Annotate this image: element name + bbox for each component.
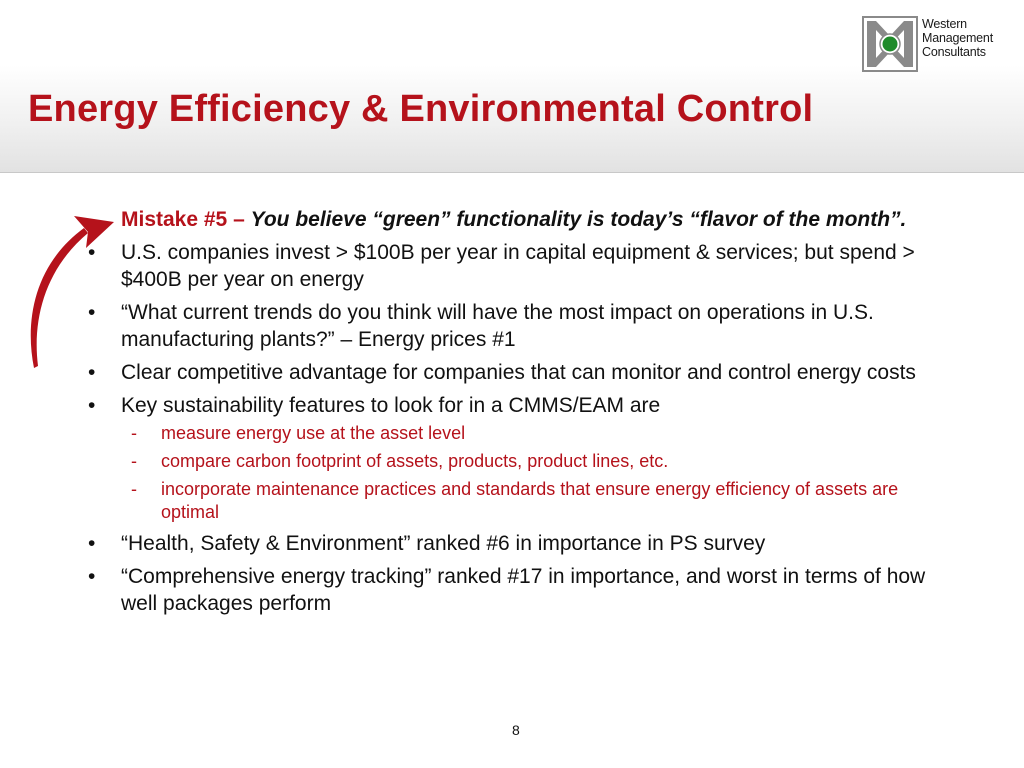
mistake-label: Mistake #5 [121, 208, 228, 231]
bullet-item [88, 392, 948, 524]
logo-line: Consultants [922, 45, 986, 59]
sub-bullet-item [121, 450, 948, 473]
bullet-text: Clear competitive advantage for companies that can monitor and control energy costs [121, 361, 916, 384]
lead-statement [121, 206, 948, 233]
sub-bullet-text: compare carbon footprint of assets, products, product lines, etc. [161, 451, 669, 471]
sub-bullet-marker: - [131, 451, 137, 471]
sub-bullet-text: measure energy use at the asset level [161, 423, 466, 443]
bullet-text: “What current trends do you think will have the most impact on operations in U.S. manufacturing plants?” – Energy prices #1 [121, 301, 874, 351]
bullet-item [88, 359, 948, 386]
logo-line: Western [922, 17, 967, 31]
sub-bullet-marker: - [131, 423, 137, 443]
bullet-text: “Comprehensive energy tracking” ranked #17 in importance, and worst in terms of how well packages perform [121, 565, 926, 615]
bullet-marker: • [88, 532, 96, 555]
company-logo [862, 16, 1022, 72]
bullet-item [88, 563, 948, 617]
sub-bullet-item [121, 478, 948, 524]
bullet-list [88, 239, 948, 617]
bullet-marker: • [88, 361, 96, 384]
lead-dash: – [233, 208, 245, 231]
sub-bullet-item [121, 422, 948, 445]
slide-content [88, 206, 948, 623]
bullet-item [88, 239, 948, 293]
bullet-marker: • [88, 241, 96, 264]
bullet-marker: • [88, 565, 96, 588]
sub-bullet-text: incorporate maintenance practices and standards that ensure energy efficiency of assets are optimal [161, 479, 899, 522]
bullet-marker: • [88, 394, 96, 417]
sub-bullet-list [121, 422, 948, 524]
page-number: 8 [512, 722, 520, 738]
bullet-text: “Health, Safety & Environment” ranked #6 in importance in PS survey [121, 532, 766, 555]
sub-bullet-marker: - [131, 479, 137, 499]
bullet-text: U.S. companies invest > $100B per year in capital equipment & services; but spend > $400B per year on energy [121, 241, 915, 291]
bullet-marker: • [88, 301, 96, 324]
logo-wordmark [922, 17, 993, 59]
bullet-item [88, 299, 948, 353]
logo-mark-icon [862, 16, 918, 72]
lead-tagline: You believe “green” functionality is today’s “flavor of the month”. [250, 208, 907, 231]
bullet-item [88, 530, 948, 557]
slide-title: Energy Efficiency & Environmental Control [28, 88, 814, 130]
bullet-text: Key sustainability features to look for in a CMMS/EAM are [121, 394, 661, 417]
logo-line: Management [922, 31, 993, 45]
